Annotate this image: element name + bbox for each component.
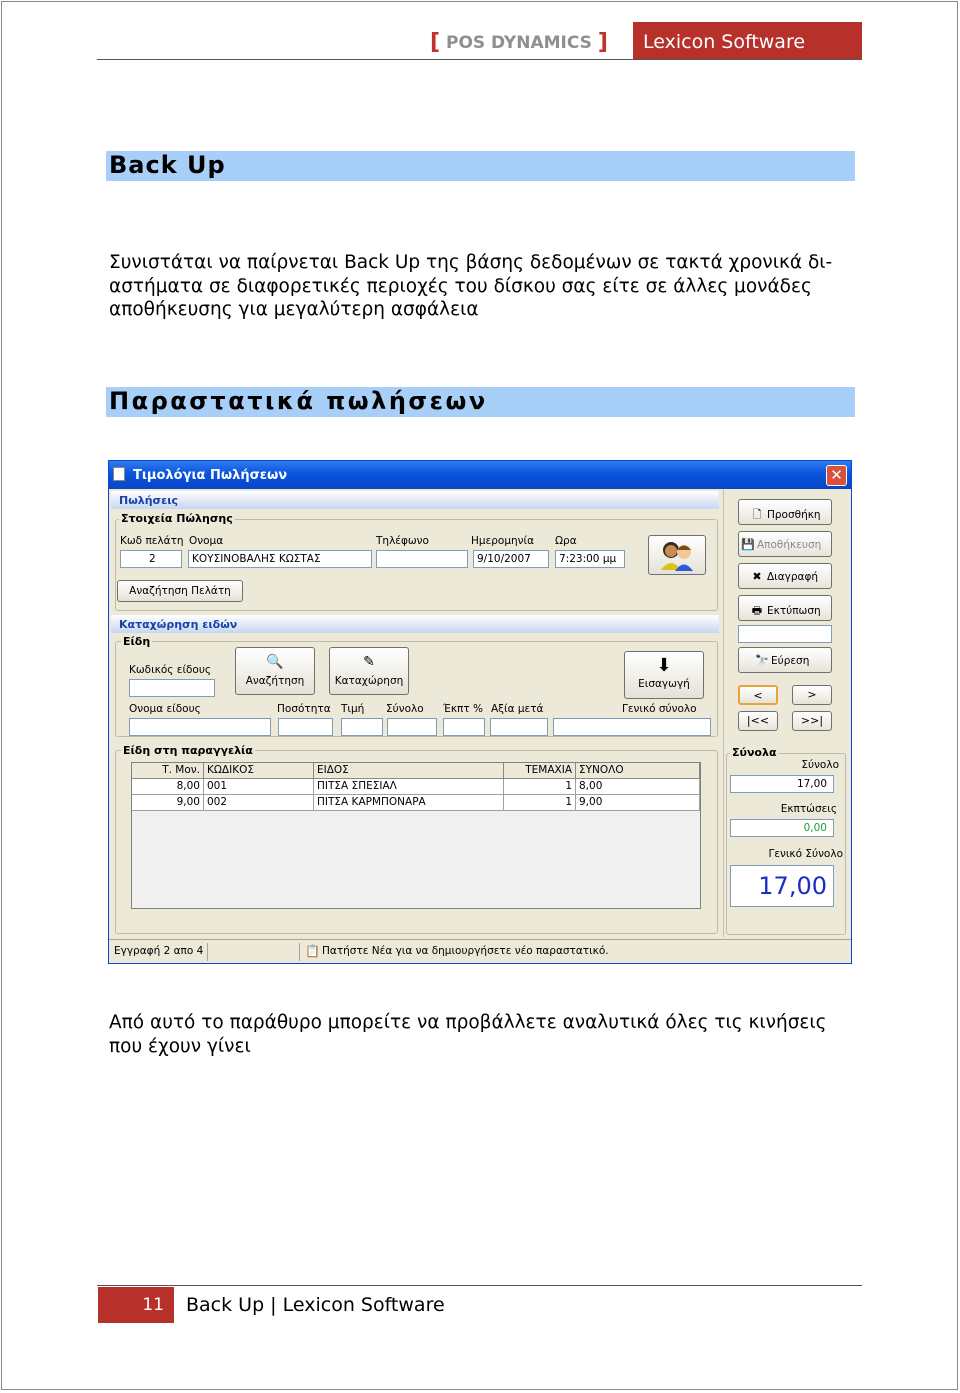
backup-paragraph bbox=[109, 251, 854, 322]
discount-field[interactable] bbox=[443, 718, 485, 736]
phone-label: Τηλέφωνο bbox=[376, 535, 429, 547]
item-name-label: Ονομα είδους bbox=[129, 703, 201, 715]
status-bar bbox=[109, 939, 851, 963]
grid-header-cell[interactable]: ΣΥΝΟΛΟ bbox=[576, 763, 700, 779]
discount-label: Έκπτ % bbox=[443, 703, 483, 715]
register-icon: ✎ bbox=[363, 654, 375, 670]
name-label: Ονομα bbox=[189, 535, 224, 547]
discounts-field: 0,00 bbox=[730, 819, 834, 837]
close-icon[interactable]: ✕ bbox=[826, 465, 847, 486]
window-title: Τιμολόγια Πωλήσεων bbox=[133, 468, 288, 483]
brand-name: POS DYNAMICS bbox=[445, 33, 592, 53]
import-button[interactable] bbox=[624, 651, 704, 699]
subtotal-field: 17,00 bbox=[730, 775, 834, 793]
footer-rule bbox=[97, 1285, 862, 1286]
code-cell: 001 bbox=[204, 779, 314, 795]
customer-code-field[interactable]: 2 bbox=[120, 550, 182, 568]
paragraph-line: Συνιστάται να παίρνεται Back Up της βάσης δεδομένων σε τακτά χρονικά δι- bbox=[109, 252, 833, 273]
paragraph-line: αστήματα σε διαφορετικές περιοχές του δίσκου σας είτε σε άλλες μονάδες bbox=[109, 275, 812, 297]
down-arrow-icon: ⬇ bbox=[656, 655, 672, 676]
x-icon: ✖ bbox=[752, 570, 762, 583]
add-label: Προσθήκη bbox=[767, 509, 821, 521]
print-button[interactable] bbox=[738, 595, 832, 621]
unit-price-cell: 9,00 bbox=[132, 795, 204, 811]
grid-header-cell[interactable]: ΚΩΔΙΚΟΣ bbox=[204, 763, 314, 779]
grand-total-label: Γενικό σύνολο bbox=[622, 703, 697, 715]
order-items-grid[interactable] bbox=[131, 762, 701, 909]
item-code-field[interactable] bbox=[129, 679, 215, 697]
save-label: Αποθήκευση bbox=[757, 539, 822, 551]
items-band: Καταχώρηση ειδών bbox=[111, 615, 719, 633]
find-button[interactable] bbox=[738, 647, 832, 673]
delete-label: Διαγραφή bbox=[767, 571, 819, 583]
record-status: Εγγραφή 2 απο 4 bbox=[114, 945, 204, 957]
save-button[interactable] bbox=[738, 531, 832, 557]
grand-total-sum-label: Γενικό Σύνολο bbox=[768, 848, 843, 860]
document-icon bbox=[113, 467, 125, 481]
bracket-close: ] bbox=[597, 30, 608, 55]
totals-title: Σύνολα bbox=[732, 746, 777, 759]
sales-invoices-window bbox=[108, 460, 852, 964]
floppy-icon: 💾 bbox=[741, 538, 755, 551]
page-number: 11 bbox=[98, 1287, 174, 1323]
sum-cell: 8,00 bbox=[576, 779, 700, 795]
customer-avatar-button[interactable] bbox=[648, 535, 706, 575]
item-search-label: Αναζήτηση bbox=[245, 675, 305, 687]
value-after-label: Αξία μετά bbox=[491, 703, 544, 715]
grid-header-cell[interactable]: ΤΕΜΑΧΙΑ bbox=[504, 763, 576, 779]
footer-text: Back Up | Lexicon Software bbox=[186, 1294, 445, 1316]
order-items-title: Είδη στη παραγγελία bbox=[123, 744, 253, 757]
item-search-button[interactable] bbox=[235, 647, 315, 695]
prev-record-button[interactable]: < bbox=[738, 685, 778, 705]
quantity-label: Ποσότητα bbox=[277, 703, 331, 715]
subtotal-label: Σύνολο bbox=[801, 759, 839, 771]
price-field[interactable] bbox=[341, 718, 383, 736]
paragraph-line: αποθήκευσης για μεγαλύτερη ασφάλεια bbox=[109, 299, 479, 320]
printer-icon: 🖶 bbox=[751, 604, 763, 617]
value-after-field[interactable] bbox=[490, 718, 548, 736]
import-label: Εισαγωγή bbox=[638, 678, 690, 690]
status-separator bbox=[299, 943, 300, 961]
date-label: Ημερομηνία bbox=[471, 535, 535, 547]
table-row[interactable] bbox=[132, 795, 700, 811]
status-separator bbox=[207, 943, 208, 961]
pieces-cell: 1 bbox=[504, 795, 576, 811]
search-icon: 🔍 bbox=[266, 654, 284, 670]
search-customer-button[interactable]: Αναζήτηση Πελάτη bbox=[117, 580, 243, 602]
bracket-open: [ bbox=[430, 30, 441, 55]
delete-button[interactable] bbox=[738, 563, 832, 589]
code-cell: 002 bbox=[204, 795, 314, 811]
window-titlebar[interactable] bbox=[109, 461, 851, 489]
sum-cell: 9,00 bbox=[576, 795, 700, 811]
binoculars-icon: 🔭 bbox=[755, 654, 769, 667]
new-document-icon: 🗋 bbox=[752, 508, 762, 521]
grand-total-field[interactable] bbox=[553, 718, 711, 736]
customer-name-field[interactable]: ΚΟΥΣΙΝΟΒΑΛΗΣ ΚΩΣΤΑΣ bbox=[188, 550, 372, 568]
header-rule bbox=[97, 59, 862, 60]
first-record-button[interactable]: |<< bbox=[738, 711, 778, 731]
caption-line: Από αυτό το παράθυρο μπορείτε να προβάλλετε αναλυτικά όλες τις κινήσεις bbox=[109, 1012, 827, 1033]
time-label: Ωρα bbox=[555, 535, 577, 547]
next-record-button[interactable]: > bbox=[792, 685, 832, 705]
item-code-label: Κωδικός είδους bbox=[129, 664, 212, 676]
phone-field[interactable] bbox=[376, 550, 468, 568]
date-field[interactable]: 9/10/2007 bbox=[473, 550, 549, 568]
table-row[interactable] bbox=[132, 779, 700, 795]
print-label: Εκτύπωση bbox=[767, 605, 821, 617]
caption-line: που έχουν γίνει bbox=[109, 1035, 251, 1057]
item-register-label: Καταχώρηση bbox=[334, 675, 404, 687]
time-field[interactable]: 7:23:00 μμ bbox=[555, 550, 625, 568]
grid-header-cell[interactable]: Τ. Μον. bbox=[132, 763, 204, 779]
pieces-cell: 1 bbox=[504, 779, 576, 795]
grand-total-sum-field: 17,00 bbox=[730, 865, 834, 907]
section-title-invoices: Παραστατικά πωλήσεων bbox=[106, 387, 855, 417]
item-name-field[interactable] bbox=[129, 718, 271, 736]
price-label: Τιμή bbox=[341, 703, 365, 715]
sale-details-title: Στοιχεία Πώλησης bbox=[121, 512, 233, 525]
item-register-button[interactable] bbox=[329, 647, 409, 695]
item-cell: ΠΙΤΣΑ ΣΠΕΣΙΑΛ bbox=[314, 779, 504, 795]
section-title-backup: Back Up bbox=[106, 151, 855, 181]
status-hint: Πατήστε Νέα για να δημιουργήσετε νέο παραστατικό. bbox=[322, 945, 609, 957]
find-label: Εύρεση bbox=[771, 655, 810, 667]
discounts-label: Εκπτώσεις bbox=[780, 803, 837, 815]
unit-price-cell: 8,00 bbox=[132, 779, 204, 795]
people-icon bbox=[657, 538, 697, 572]
grid-header-row bbox=[132, 763, 700, 779]
add-button[interactable] bbox=[738, 499, 832, 525]
side-panel bbox=[723, 489, 851, 937]
quantity-field[interactable] bbox=[278, 718, 333, 736]
invoices-caption bbox=[109, 1011, 854, 1058]
items-group-title: Είδη bbox=[123, 635, 151, 648]
header-company: Lexicon Software bbox=[633, 22, 862, 59]
last-record-button[interactable]: >>| bbox=[792, 711, 832, 731]
total-field[interactable] bbox=[387, 718, 437, 736]
header-brand bbox=[430, 30, 608, 55]
total-label: Σύνολο bbox=[386, 703, 424, 715]
clipboard-icon: 📋 bbox=[305, 944, 320, 958]
customer-code-label: Κωδ πελάτη bbox=[120, 535, 184, 547]
find-field[interactable] bbox=[738, 625, 832, 643]
sales-band: Πωλήσεις bbox=[111, 491, 719, 509]
grid-header-cell[interactable]: ΕΙΔΟΣ bbox=[314, 763, 504, 779]
item-cell: ΠΙΤΣΑ ΚΑΡΜΠΟΝΑΡΑ bbox=[314, 795, 504, 811]
